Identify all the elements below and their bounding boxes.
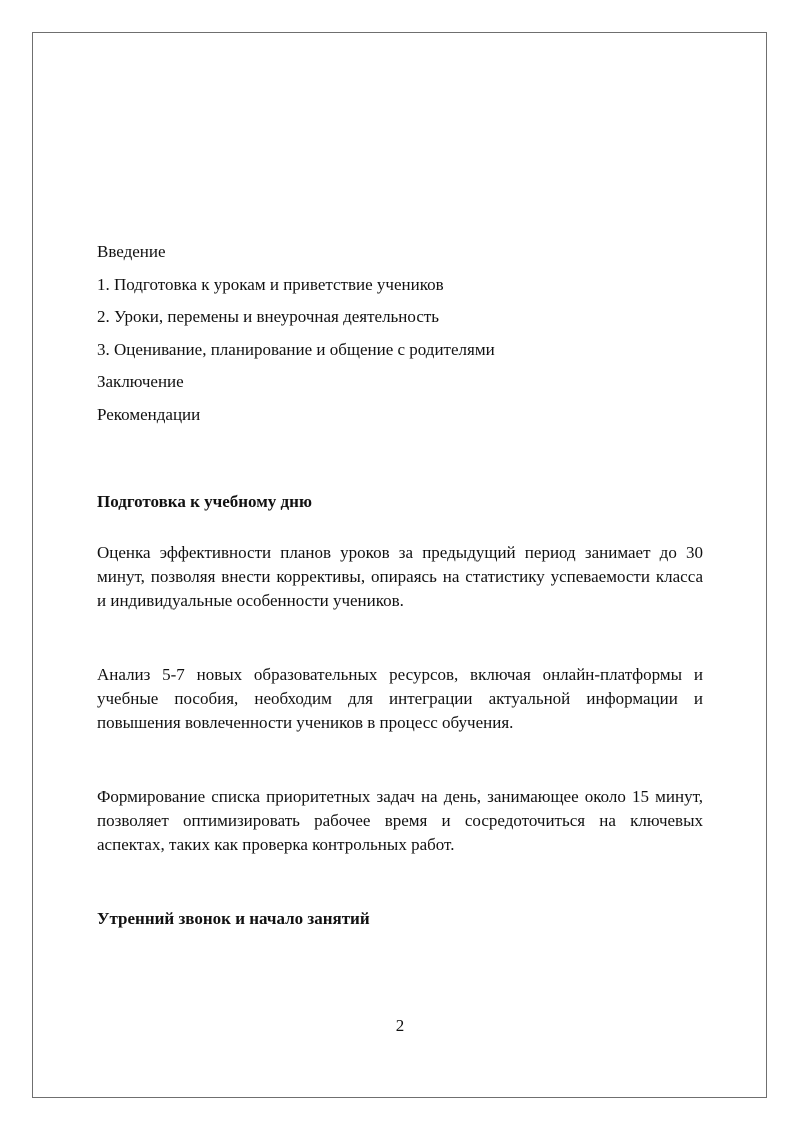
paragraph-task-list: Формирование списка приоритетных задач на день, занимающее около 15 минут, позволяет оптимизировать рабочее время и сосредоточиться на ключевых аспектах, таких как проверка контрольных работ. <box>97 786 703 854</box>
toc-item-recommendations: Рекомендации <box>97 404 201 424</box>
section-heading-morning-bell: Утренний звонок и начало занятий <box>97 908 370 928</box>
section-heading-preparation: Подготовка к учебному дню <box>97 491 312 511</box>
toc-item-introduction: Введение <box>97 242 166 261</box>
toc-item-conclusion: Заключение <box>97 372 184 391</box>
paragraph-lesson-plan-evaluation: Оценка эффективности планов уроков за предыдущий период занимает до 30 минут, позволяя внести коррективы, опираясь на статистику успеваемости класса и индивидуальные особенности учеников. <box>97 542 703 610</box>
page-content <box>97 240 703 931</box>
toc-item-chapter-3: 3. Оценивание, планирование и общение с родителями <box>97 339 495 359</box>
toc-item-chapter-1: 1. Подготовка к урокам и приветствие учеников <box>97 274 444 294</box>
table-of-contents <box>97 240 703 427</box>
page-number: 2 <box>395 1016 405 1035</box>
paragraph-resource-analysis: Анализ 5-7 новых образовательных ресурсов, включая онлайн-платформы и учебные пособия, необходим для интеграции актуальной информации и повышения вовлеченности учеников в процесс обучения. <box>97 664 703 732</box>
toc-item-chapter-2: 2. Уроки, перемены и внеурочная деятельность <box>97 307 440 326</box>
